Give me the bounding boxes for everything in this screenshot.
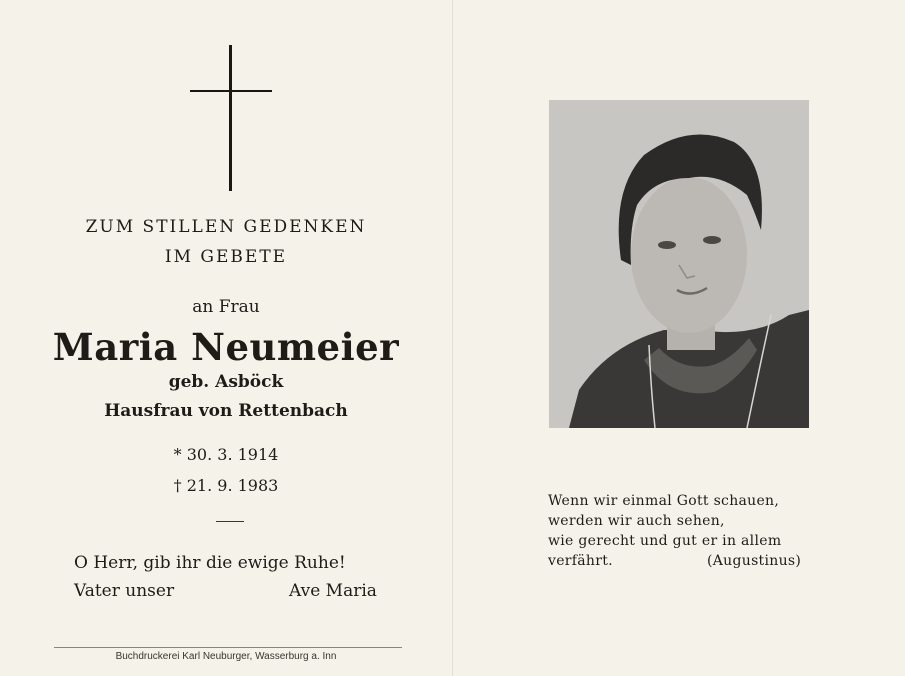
printer-credit: Buchdruckerei Karl Neuburger, Wasserburg a. Inn <box>115 651 337 662</box>
birth-date: * 30. 3. 1914 <box>173 445 279 464</box>
heading-line-1: ZUM STILLEN GEDENKEN <box>85 217 367 237</box>
quote-line: wie gerecht und gut er in allem <box>548 533 782 549</box>
heading-line-2: IM GEBETE <box>164 247 288 267</box>
quote-line: Wenn wir einmal Gott schauen, <box>548 493 780 509</box>
prayer-text: O Herr, gib ihr die ewige Ruhe! <box>74 553 346 573</box>
divider <box>216 521 244 522</box>
left-page <box>0 0 452 676</box>
prayer-ave-maria: Ave Maria <box>289 581 377 601</box>
cross-icon <box>190 45 272 191</box>
prayer-vater-unser: Vater unser <box>74 581 175 601</box>
death-date: † 21. 9. 1983 <box>173 476 279 495</box>
portrait-photo <box>549 100 809 428</box>
right-page <box>453 0 905 676</box>
occupation: Hausfrau von Rettenbach <box>104 401 348 421</box>
quote-line: verfährt. <box>548 553 613 569</box>
footer-rule <box>54 647 402 648</box>
deceased-name: Maria Neumeier <box>52 325 400 369</box>
quote-line: werden wir auch sehen, <box>548 513 725 529</box>
salutation: an Frau <box>192 297 260 317</box>
maiden-name: geb. Asböck <box>168 372 284 392</box>
quote-source: (Augustinus) <box>707 553 802 569</box>
